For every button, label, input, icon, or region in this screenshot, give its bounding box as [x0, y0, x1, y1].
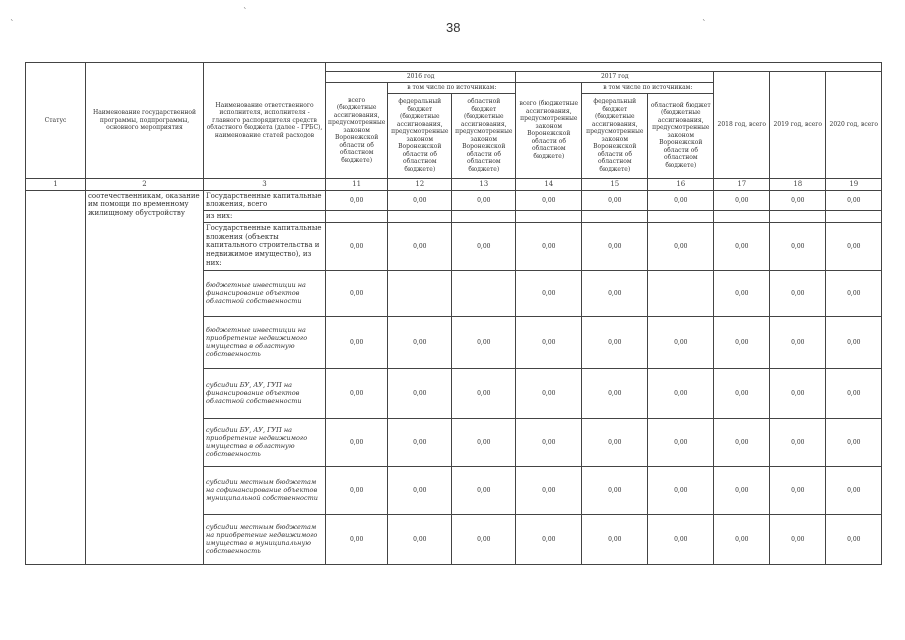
value-cell: 0,00: [826, 270, 882, 316]
value-cell: 0,00: [770, 514, 826, 564]
header-2016-regional: областной бюджет (бюджетные ассигнования, предусмотренные законом Воронежской области об областном бюджете): [452, 93, 516, 178]
budget-table: [25, 62, 882, 565]
value-cell: 0,00: [648, 316, 714, 368]
col-num: 3: [204, 178, 326, 190]
value-cell: 0,00: [452, 466, 516, 514]
header-2019: 2019 год, всего: [770, 72, 826, 179]
value-cell: 0,00: [452, 190, 516, 211]
status-cell: [26, 190, 86, 565]
value-cell: 0,00: [452, 514, 516, 564]
value-cell: 0,00: [770, 316, 826, 368]
value-cell: [452, 270, 516, 316]
header-2020: 2020 год, всего: [826, 72, 882, 179]
row-label: Государственные капитальные вложения (объекты капитального строительства и недвижимое имущество), из них:: [204, 222, 326, 270]
value-cell: 0,00: [770, 368, 826, 418]
value-cell: 0,00: [326, 316, 388, 368]
value-cell: 0,00: [826, 368, 882, 418]
value-cell: 0,00: [516, 514, 582, 564]
value-cell: [648, 270, 714, 316]
value-cell: 0,00: [648, 514, 714, 564]
header-2016-total: всего (бюджетные ассигнования, предусмотренные законом Воронежской области об областном бюджете): [326, 83, 388, 179]
value-cell: 0,00: [582, 466, 648, 514]
scan-speck: `: [243, 8, 248, 18]
value-cell: 0,00: [714, 270, 770, 316]
value-cell: 0,00: [452, 418, 516, 466]
header-2017-total: всего (бюджетные ассигнования, предусмотренные законом Воронежской области об областном бюджете): [516, 83, 582, 179]
value-cell: [714, 211, 770, 223]
value-cell: 0,00: [826, 222, 882, 270]
col-num: 13: [452, 178, 516, 190]
value-cell: 0,00: [388, 190, 452, 211]
value-cell: 0,00: [388, 368, 452, 418]
value-cell: [826, 211, 882, 223]
value-cell: [648, 211, 714, 223]
value-cell: 0,00: [714, 222, 770, 270]
value-cell: 0,00: [714, 466, 770, 514]
value-cell: 0,00: [326, 418, 388, 466]
value-cell: 0,00: [516, 270, 582, 316]
value-cell: 0,00: [826, 466, 882, 514]
value-cell: 0,00: [826, 190, 882, 211]
value-cell: 0,00: [516, 222, 582, 270]
value-cell: 0,00: [582, 222, 648, 270]
col-num: 14: [516, 178, 582, 190]
col-num: 2: [86, 178, 204, 190]
value-cell: 0,00: [714, 368, 770, 418]
col-num: 1: [26, 178, 86, 190]
row-label: из них:: [204, 211, 326, 223]
value-cell: 0,00: [582, 190, 648, 211]
scan-speck: `: [10, 20, 15, 30]
table-row: [26, 190, 882, 211]
value-cell: [388, 270, 452, 316]
value-cell: 0,00: [516, 466, 582, 514]
col-num: 17: [714, 178, 770, 190]
value-cell: [770, 211, 826, 223]
value-cell: 0,00: [326, 270, 388, 316]
header-2018: 2018 год, всего: [714, 72, 770, 179]
value-cell: 0,00: [582, 514, 648, 564]
value-cell: 0,00: [452, 368, 516, 418]
col-num: 15: [582, 178, 648, 190]
value-cell: 0,00: [714, 316, 770, 368]
value-cell: 0,00: [826, 418, 882, 466]
col-num: 11: [326, 178, 388, 190]
header-year-2017: 2017 год: [516, 72, 714, 83]
value-cell: 0,00: [714, 514, 770, 564]
col-num: 16: [648, 178, 714, 190]
row-label: субсидии местным бюджетам на софинансирование объектов муниципальной собственности: [204, 466, 326, 514]
value-cell: 0,00: [582, 368, 648, 418]
value-cell: 0,00: [714, 418, 770, 466]
row-label: Государственные капитальные вложения, всего: [204, 190, 326, 211]
value-cell: 0,00: [648, 466, 714, 514]
value-cell: 0,00: [770, 222, 826, 270]
row-label: субсидии БУ, АУ, ГУП на приобретение недвижимого имущества в областную собственность: [204, 418, 326, 466]
value-cell: [326, 211, 388, 223]
page-number: 38: [446, 20, 461, 35]
scan-speck: `: [702, 20, 707, 30]
value-cell: 0,00: [516, 190, 582, 211]
header-program: Наименование государственной программы, подпрограммы, основного мероприятия: [86, 63, 204, 179]
value-cell: 0,00: [452, 222, 516, 270]
value-cell: 0,00: [516, 418, 582, 466]
row-label: бюджетные инвестиции на финансирование объектов областной собственности: [204, 270, 326, 316]
value-cell: 0,00: [326, 190, 388, 211]
value-cell: [452, 211, 516, 223]
row-label: бюджетные инвестиции на приобретение недвижимого имущества в областную собственность: [204, 316, 326, 368]
value-cell: 0,00: [582, 316, 648, 368]
value-cell: 0,00: [648, 190, 714, 211]
value-cell: 0,00: [648, 222, 714, 270]
row-label: субсидии БУ, АУ, ГУП на финансирование объектов областной собственности: [204, 368, 326, 418]
header-2017-regional: областной бюджет (бюджетные ассигнования, предусмотренные законом Воронежской области об областном бюджете): [648, 93, 714, 178]
value-cell: 0,00: [770, 418, 826, 466]
column-number-row: [26, 178, 882, 190]
value-cell: 0,00: [452, 316, 516, 368]
value-cell: 0,00: [388, 418, 452, 466]
value-cell: [388, 211, 452, 223]
value-cell: 0,00: [388, 466, 452, 514]
value-cell: 0,00: [326, 222, 388, 270]
header-year-2016: 2016 год: [326, 72, 516, 83]
value-cell: [516, 211, 582, 223]
row-label: субсидии местным бюджетам на приобретение недвижимого имущества в муниципальную собственность: [204, 514, 326, 564]
header-status: Статус: [26, 63, 86, 179]
col-num: 12: [388, 178, 452, 190]
value-cell: 0,00: [582, 270, 648, 316]
value-cell: 0,00: [388, 316, 452, 368]
value-cell: 0,00: [388, 514, 452, 564]
header-2017-sources: в том числе по источникам:: [582, 83, 714, 94]
value-cell: 0,00: [770, 466, 826, 514]
value-cell: 0,00: [582, 418, 648, 466]
value-cell: 0,00: [826, 514, 882, 564]
col-num: 19: [826, 178, 882, 190]
value-cell: 0,00: [770, 190, 826, 211]
value-cell: 0,00: [326, 514, 388, 564]
value-cell: 0,00: [388, 222, 452, 270]
col-num: 18: [770, 178, 826, 190]
value-cell: 0,00: [714, 190, 770, 211]
header-2016-sources: в том числе по источникам:: [388, 83, 516, 94]
value-cell: 0,00: [648, 368, 714, 418]
value-cell: [582, 211, 648, 223]
header-2016-federal: федеральный бюджет (бюджетные ассигнования, предусмотренные законом Воронежской области об областном бюджете): [388, 93, 452, 178]
value-cell: 0,00: [326, 368, 388, 418]
value-cell: 0,00: [326, 466, 388, 514]
header-executor: Наименование ответственного исполнителя, исполнителя - главного распорядителя средств областного бюджета (далее - ГРБС), наименование статей расходов: [204, 63, 326, 179]
header-top-band: [326, 63, 882, 72]
value-cell: 0,00: [516, 368, 582, 418]
value-cell: 0,00: [770, 270, 826, 316]
header-2017-federal: федеральный бюджет (бюджетные ассигнования, предусмотренные законом Воронежской области об областном бюджете): [582, 93, 648, 178]
value-cell: 0,00: [516, 316, 582, 368]
value-cell: 0,00: [648, 418, 714, 466]
value-cell: 0,00: [826, 316, 882, 368]
program-name-cell: соотечественникам, оказание им помощи по временному жилищному обустройству: [86, 190, 204, 565]
